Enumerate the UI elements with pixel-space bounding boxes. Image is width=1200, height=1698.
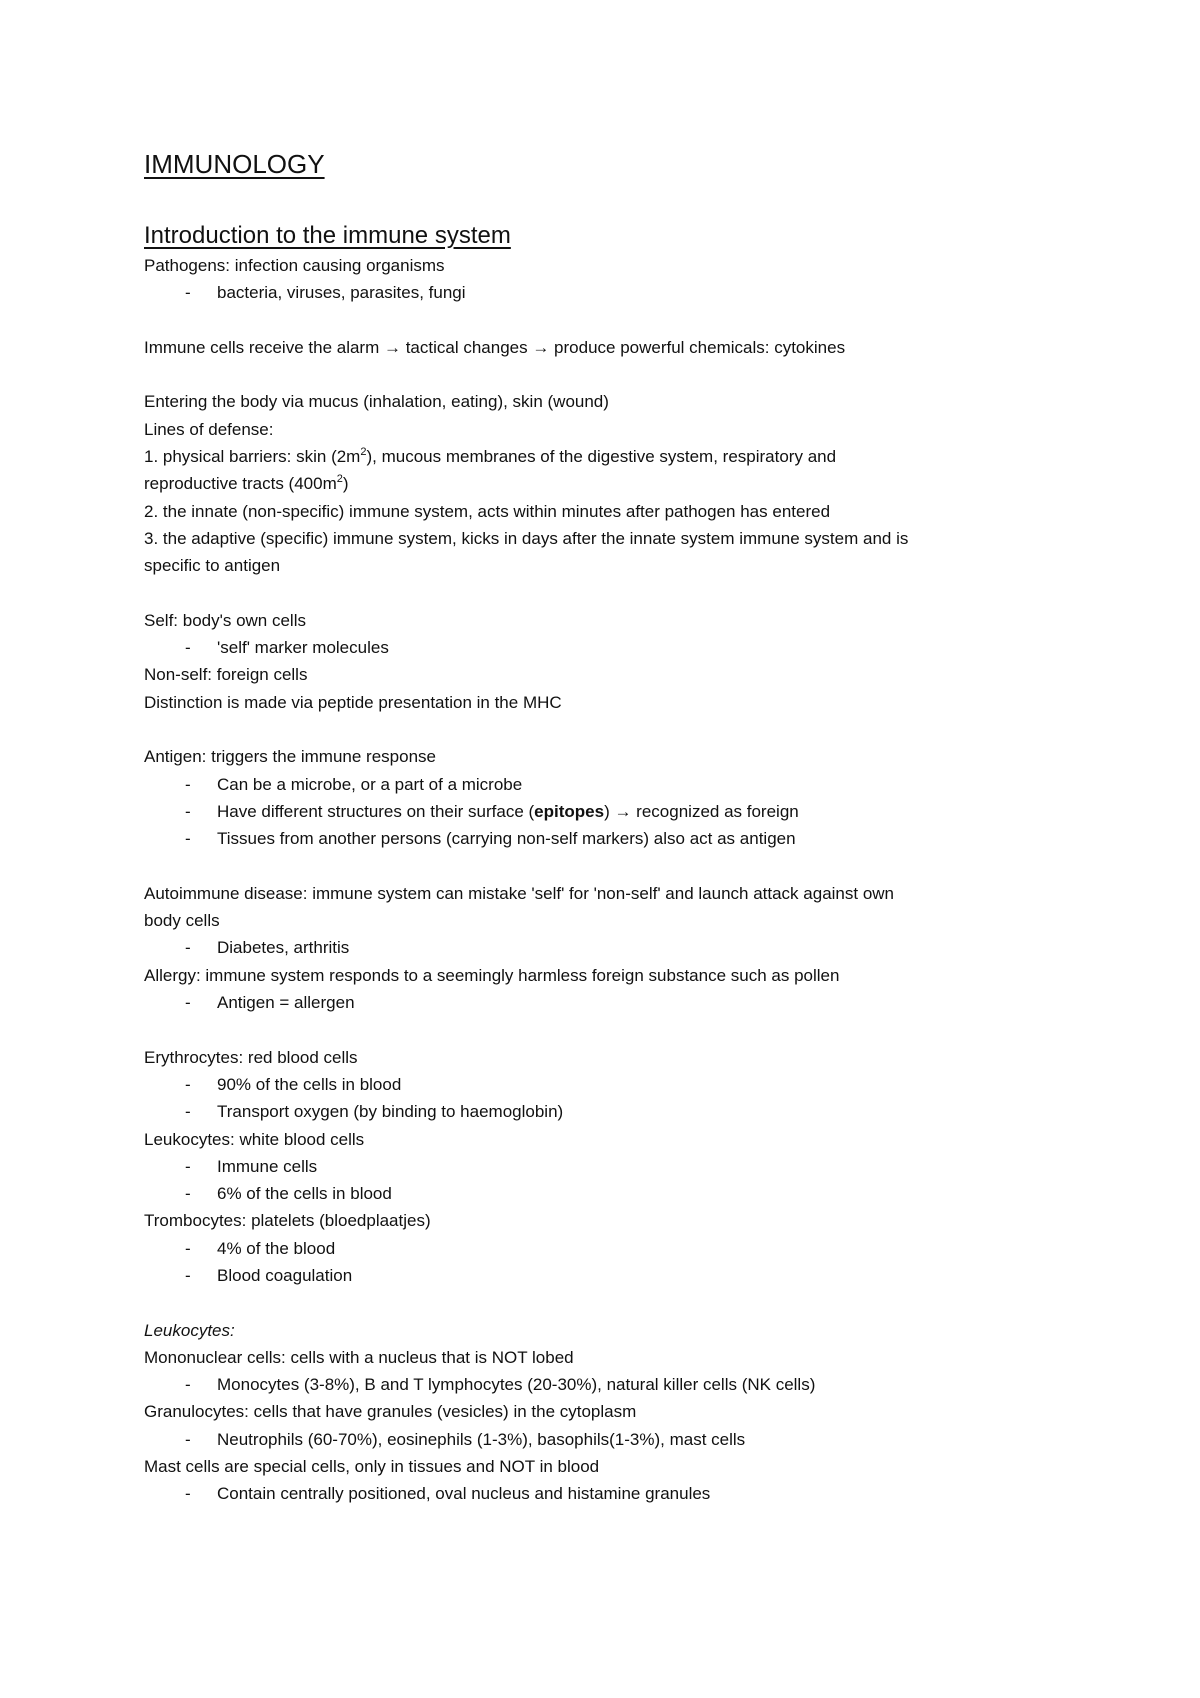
bullet-dash: - bbox=[185, 801, 191, 821]
bullet-dash: - bbox=[185, 993, 191, 1013]
bullet-item bbox=[144, 279, 1064, 306]
bullet-text: Monocytes (3-8%), B and T lymphocytes (20-30%), natural killer cells (NK cells) bbox=[217, 1375, 816, 1395]
bullet-item bbox=[144, 1371, 1064, 1398]
text-line: specific to antigen bbox=[144, 556, 281, 576]
blank-line bbox=[144, 361, 1064, 388]
bullet-text: Diabetes, arthritis bbox=[217, 938, 350, 958]
bullet-dash: - bbox=[185, 283, 191, 303]
text-line: Immune cells receive the alarm → tactical changes → produce powerful chemicals: cytokines bbox=[144, 337, 846, 357]
bullet-text: 90% of the cells in blood bbox=[217, 1074, 402, 1094]
bullet-item bbox=[144, 989, 1064, 1016]
blank-line bbox=[144, 1289, 1064, 1316]
bullet-text: 'self' marker molecules bbox=[217, 638, 389, 658]
text-line: Self: body's own cells bbox=[144, 610, 306, 630]
blank-line bbox=[144, 716, 1064, 743]
bullet-item bbox=[144, 825, 1064, 852]
blank-line bbox=[144, 307, 1064, 334]
text-line: Allergy: immune system responds to a seemingly harmless foreign substance such as pollen bbox=[144, 965, 840, 985]
text-line: Mononuclear cells: cells with a nucleus that is NOT lobed bbox=[144, 1347, 574, 1367]
italic-subheading: Leukocytes: bbox=[144, 1320, 235, 1340]
bullet-text: Can be a microbe, or a part of a microbe bbox=[217, 774, 523, 794]
text-line bbox=[144, 443, 1064, 470]
bullet-text: Contain centrally positioned, oval nucleus and histamine granules bbox=[217, 1484, 711, 1504]
bullet-dash: - bbox=[185, 1375, 191, 1395]
bullet-text: bacteria, viruses, parasites, fungi bbox=[217, 283, 466, 303]
text-line: Distinction is made via peptide presentation in the MHC bbox=[144, 692, 562, 712]
bullet-item bbox=[144, 1262, 1064, 1289]
bullet-dash: - bbox=[185, 1184, 191, 1204]
text-span: ) bbox=[342, 474, 349, 494]
document-title: IMMUNOLOGY bbox=[144, 149, 325, 179]
bullet-dash: - bbox=[185, 1238, 191, 1258]
bullet-dash: - bbox=[185, 829, 191, 849]
bullet-item bbox=[144, 934, 1064, 961]
bullet-dash: - bbox=[185, 1265, 191, 1285]
bullet-text: Blood coagulation bbox=[217, 1265, 353, 1285]
bullet-item bbox=[144, 1235, 1064, 1262]
bullet-item bbox=[144, 1480, 1064, 1507]
blank-line bbox=[144, 853, 1064, 880]
bullet-item bbox=[144, 1098, 1064, 1125]
superscript: 2 bbox=[360, 446, 367, 459]
text-line: Erythrocytes: red blood cells bbox=[144, 1047, 358, 1067]
text-line: Antigen: triggers the immune response bbox=[144, 747, 436, 767]
blank-line bbox=[144, 580, 1064, 607]
text-span: reproductive tracts (400m bbox=[144, 474, 337, 494]
text-line bbox=[144, 470, 1064, 497]
text-line: Granulocytes: cells that have granules (vesicles) in the cytoplasm bbox=[144, 1402, 637, 1422]
bullet-dash: - bbox=[185, 1102, 191, 1122]
text-line: Trombocytes: platelets (bloedplaatjes) bbox=[144, 1211, 431, 1231]
text-line: Mast cells are special cells, only in tissues and NOT in blood bbox=[144, 1457, 600, 1477]
text-line: 2. the innate (non-specific) immune system, acts within minutes after pathogen has entered bbox=[144, 501, 831, 521]
bullet-text: Tissues from another persons (carrying non-self markers) also act as antigen bbox=[217, 829, 796, 849]
bullet-text: Immune cells bbox=[217, 1156, 318, 1176]
bullet-text: Neutrophils (60-70%), eosinephils (1-3%), basophils(1-3%), mast cells bbox=[217, 1429, 746, 1449]
section-heading: Introduction to the immune system bbox=[144, 222, 511, 249]
bullet-item bbox=[144, 798, 1064, 825]
bullet-item bbox=[144, 1426, 1064, 1453]
bullet-text: Antigen = allergen bbox=[217, 993, 355, 1013]
bullet-text: Transport oxygen (by binding to haemoglobin) bbox=[217, 1102, 564, 1122]
text-line: body cells bbox=[144, 911, 220, 931]
bullet-item bbox=[144, 771, 1064, 798]
bullet-item bbox=[144, 1071, 1064, 1098]
bullet-item bbox=[144, 634, 1064, 661]
text-line: Pathogens: infection causing organisms bbox=[144, 256, 445, 275]
bullet-dash: - bbox=[185, 1156, 191, 1176]
bullet-text: 6% of the cells in blood bbox=[217, 1184, 392, 1204]
text-line: 3. the adaptive (specific) immune system, kicks in days after the innate system immune system and is bbox=[144, 528, 909, 548]
superscript: 2 bbox=[336, 473, 343, 486]
text-line: Entering the body via mucus (inhalation, eating), skin (wound) bbox=[144, 392, 609, 412]
bullet-dash: - bbox=[185, 1484, 191, 1504]
bullet-text: ) → recognized as foreign bbox=[604, 801, 799, 821]
text-line: Leukocytes: white blood cells bbox=[144, 1129, 365, 1149]
bullet-dash: - bbox=[185, 1429, 191, 1449]
bullet-text: 4% of the blood bbox=[217, 1238, 336, 1258]
bullet-dash: - bbox=[185, 938, 191, 958]
text-line: Non-self: foreign cells bbox=[144, 665, 308, 685]
bullet-item bbox=[144, 1153, 1064, 1180]
bold-term: epitopes bbox=[534, 801, 605, 821]
bullet-dash: - bbox=[185, 1074, 191, 1094]
text-span: 1. physical barriers: skin (2m bbox=[144, 447, 361, 467]
bullet-item bbox=[144, 1180, 1064, 1207]
text-line: Autoimmune disease: immune system can mistake 'self' for 'non-self' and launch attack against own bbox=[144, 883, 895, 903]
text-line: Lines of defense: bbox=[144, 419, 274, 439]
bullet-text: Have different structures on their surface ( bbox=[217, 801, 535, 821]
bullet-dash: - bbox=[185, 774, 191, 794]
document-page bbox=[144, 148, 1064, 1508]
text-span: ), mucous membranes of the digestive system, respiratory and bbox=[366, 447, 837, 467]
bullet-dash: - bbox=[185, 638, 191, 658]
blank-line bbox=[144, 1016, 1064, 1043]
